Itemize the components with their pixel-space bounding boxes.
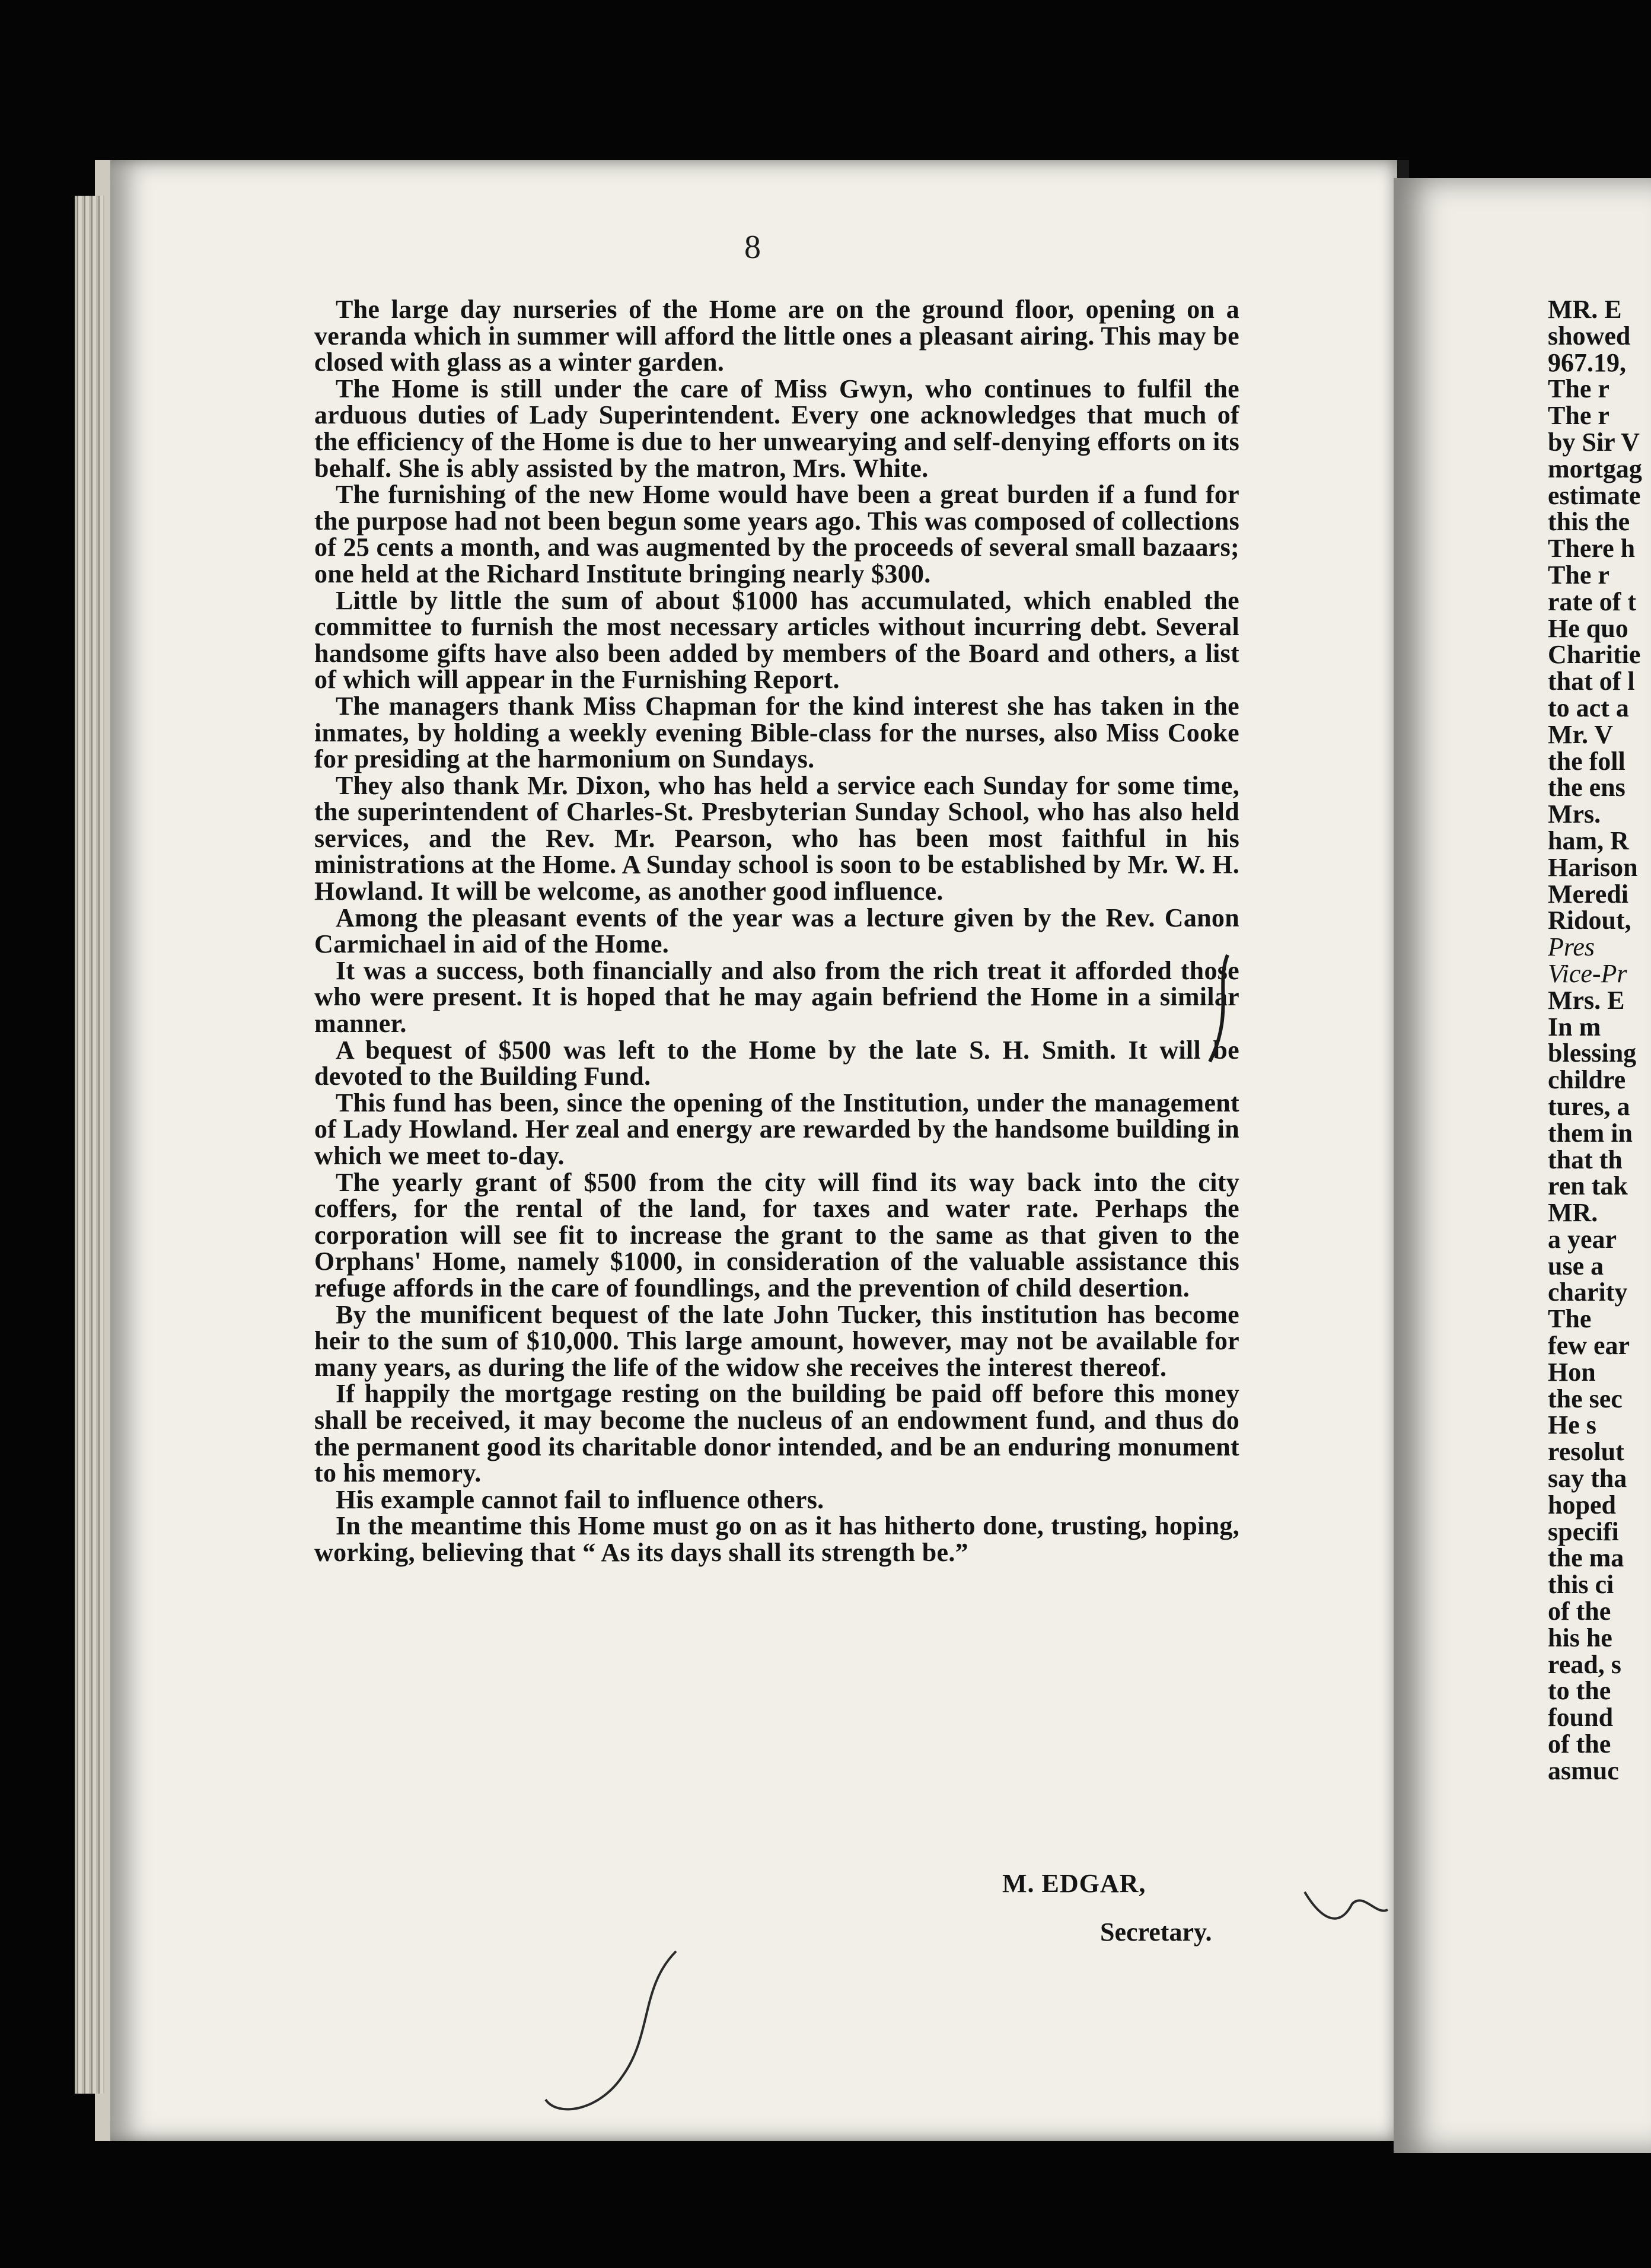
paragraph: It was a success, both financially and also from the rich treat it afforded those who were present. It is hoped that he may again befriend the Home in a similar manner. — [314, 955, 1239, 1039]
right-line: use a — [1548, 1251, 1604, 1280]
right-line: found — [1548, 1703, 1614, 1732]
right-line: tures, a — [1548, 1091, 1630, 1121]
page-number: 8 — [744, 229, 761, 266]
right-line: mortgag — [1548, 454, 1642, 483]
right-line: that th — [1548, 1145, 1623, 1174]
right-line: ham, R — [1548, 826, 1629, 855]
right-line: Vice-Pr — [1548, 958, 1627, 988]
right-line: say tha — [1548, 1464, 1627, 1493]
paragraph: The Home is still under the care of Miss Gwyn, who continues to fulfil the arduous duties of Lady Superintendent. Every one acknowledges that much of the efficiency of the Home is due to her unwearying and self-denying efforts on its behalf. She is ably assisted by the matron, Mrs. White. — [314, 374, 1239, 483]
right-line: Charitie — [1548, 640, 1641, 670]
paragraph: The large day nurseries of the Home are on the ground floor, opening on a veranda which in summer will afford the little ones a pleasant airing. This may be closed with glass as a winter garden. — [314, 295, 1239, 377]
right-line: of the — [1548, 1729, 1611, 1759]
right-line: Pres — [1548, 932, 1595, 962]
right-line: rate of t — [1548, 587, 1637, 616]
right-line: Ridout, — [1548, 906, 1631, 935]
right-line: this ci — [1548, 1570, 1614, 1600]
right-line: The r — [1548, 560, 1609, 590]
right-line: He s — [1548, 1410, 1596, 1440]
right-line: a year — [1548, 1224, 1617, 1254]
paragraph: The furnishing of the new Home would have been a great burden if a fund for the purpose had not been begun some years ago. This was composed of collections of 25 cents a month, and was augmented by the proceeds of several small bazaars; one held at the Richard Institute bringing nearly $300. — [314, 480, 1239, 588]
right-line: blessing — [1548, 1039, 1637, 1068]
right-line: He quo — [1548, 613, 1628, 643]
paragraph: The yearly grant of $500 from the city will find its way back into the city coffers, for the rental of the land, for taxes and water rate. Perhaps the corporation will see fit to increase the grant to the same as that given to the Orphans' Home, namely $1000, in consideration of the valuable assistance this refuge affords in the care of foundlings, and the prevention of child desertion. — [314, 1167, 1239, 1302]
right-line: the ens — [1548, 773, 1625, 802]
right-line: charity — [1548, 1278, 1628, 1307]
right-line: Harison — [1548, 852, 1638, 882]
right-line: estimate — [1548, 480, 1641, 510]
paragraph: If happily the mortgage resting on the building be paid off before this money shall be received, it may become the nucleus of an endowment fund, and thus do the permanent good its charitable donor intended, and be an enduring monument to his memory. — [314, 1379, 1239, 1488]
paragraph: Among the pleasant events of the year was a lecture given by the Rev. Canon Carmichael in aid of the Home. — [314, 903, 1239, 959]
signature-name: M. EDGAR, — [1002, 1869, 1146, 1898]
right-line: the sec — [1548, 1384, 1623, 1413]
paragraph: The managers thank Miss Chapman for the kind interest she has taken in the inmates, by holding a weekly evening Bible-class for the nurses, also Miss Cooke for presiding at the harmonium on Sundays. — [314, 691, 1239, 774]
right-line: MR. E — [1548, 297, 1622, 324]
report-body — [314, 297, 1239, 1566]
right-line: the foll — [1548, 746, 1625, 776]
paragraph: In the meantime this Home must go on as it has hitherto done, trusting, hoping, working, believing that “ As its days shall its strength be.” — [314, 1511, 1239, 1567]
right-line: read, s — [1548, 1649, 1621, 1679]
right-line: Hon — [1548, 1357, 1596, 1387]
right-line: asmuc — [1548, 1756, 1619, 1785]
right-line: 967.19, — [1548, 348, 1626, 377]
right-line: hoped — [1548, 1490, 1616, 1520]
right-line: of the — [1548, 1597, 1611, 1626]
right-line: The — [1548, 1304, 1592, 1334]
right-line: few ear — [1548, 1331, 1630, 1361]
right-line: that of l — [1548, 667, 1635, 696]
right-line: them in — [1548, 1118, 1633, 1148]
right-line: MR. — [1548, 1198, 1598, 1228]
right-line: childre — [1548, 1065, 1626, 1095]
right-line: The r — [1548, 401, 1609, 431]
signature-title: Secretary. — [1100, 1917, 1212, 1947]
right-line: the ma — [1548, 1543, 1624, 1573]
right-line: Mrs. E — [1548, 985, 1625, 1015]
paragraph: Little by little the sum of about $1000 has accumulated, which enabled the committee to furnish the most necessary articles without incurring debt. Several handsome gifts have also been added by members of the Board and others, a list of which will appear in the Furnishing Report. — [314, 585, 1239, 695]
right-page-text — [1548, 297, 1651, 1785]
right-line: resolut — [1548, 1437, 1624, 1467]
right-line: his he — [1548, 1623, 1612, 1652]
right-line: specifi — [1548, 1517, 1619, 1546]
right-line: Mrs. — [1548, 799, 1601, 829]
right-line: Mr. V — [1548, 719, 1613, 749]
right-line: ren tak — [1548, 1171, 1628, 1201]
right-line: to the — [1548, 1676, 1611, 1706]
paragraph: A bequest of $500 was left to the Home by the late S. H. Smith. It will be devoted to the Building Fund. — [314, 1035, 1239, 1091]
right-line: In m — [1548, 1012, 1601, 1041]
right-line: showed — [1548, 321, 1631, 351]
paragraph: His example cannot fail to influence others. — [336, 1485, 824, 1514]
right-line: to act a — [1548, 693, 1629, 722]
paragraph: They also thank Mr. Dixon, who has held a service each Sunday for some time, the superintendent of Charles-St. Presbyterian Sunday School, who has also held services, and the Rev. Mr. Pearson, who has been most faithful in his ministrations at the Home. A Sunday school is soon to be established by Mr. W. H. Howland. It will be welcome, as another good influence. — [314, 770, 1239, 906]
right-line: this the — [1548, 507, 1630, 537]
paragraph: This fund has been, since the opening of the Institution, under the management of Lady Howland. Her zeal and energy are rewarded by the handsome building in which we meet to-day. — [314, 1088, 1239, 1170]
right-line: by Sir V — [1548, 427, 1640, 457]
paragraph: By the munificent bequest of the late John Tucker, this institution has become heir to the sum of $10,000. This large amount, however, may not be available for many years, as during the life of the widow she receives the interest thereof. — [314, 1299, 1239, 1382]
right-line: There h — [1548, 534, 1636, 563]
right-line: The r — [1548, 374, 1609, 404]
right-line: Meredi — [1548, 879, 1629, 909]
